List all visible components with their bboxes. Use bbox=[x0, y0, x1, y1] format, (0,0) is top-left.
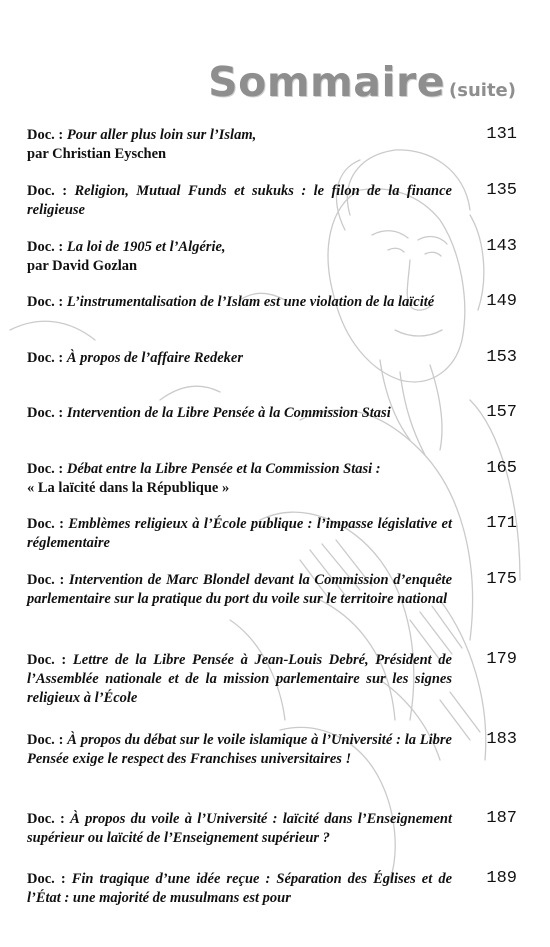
toc-entry-text bbox=[27, 571, 452, 609]
toc-entry-title: Pour aller plus loin sur l’Islam, bbox=[66, 127, 257, 143]
toc-entry-text bbox=[27, 182, 452, 220]
toc-entry bbox=[27, 870, 517, 908]
toc-entry-title: À propos du débat sur le voile islamique à l’Université : la Libre Pensée exige le respect des Franchises universitaires ! bbox=[27, 732, 452, 767]
title-main: Sommaire bbox=[208, 58, 446, 106]
toc-entry bbox=[27, 810, 517, 848]
toc-entry-title: L’instrumentalisation de l’Islam est une violation de la laïcité bbox=[66, 294, 435, 310]
toc-entry-subtitle: « La laïcité dans la République » bbox=[27, 480, 230, 496]
toc-entry-page-number: 171 bbox=[486, 514, 517, 533]
toc-entry bbox=[27, 238, 517, 276]
toc-entry-text bbox=[27, 515, 452, 553]
toc-entry-title: À propos de l’affaire Redeker bbox=[66, 350, 243, 366]
toc-entry-text bbox=[27, 349, 452, 368]
toc-entry bbox=[27, 182, 517, 220]
toc-entry-label: Doc. : bbox=[27, 350, 64, 366]
toc-entry-page-number: 157 bbox=[486, 403, 517, 422]
toc-entry-page-number: 189 bbox=[486, 869, 517, 888]
toc-entry-page-number: 135 bbox=[486, 181, 517, 200]
toc-entry-title: La loi de 1905 et l’Algérie, bbox=[66, 239, 226, 255]
toc-entry-text bbox=[27, 238, 452, 276]
toc-entry-page-number: 149 bbox=[486, 292, 517, 311]
toc-entry-title: À propos du voile à l’Université : laïcité dans l’Enseignement supérieur ou laïcité de l’Enseignement supérieur ? bbox=[27, 811, 452, 846]
toc-entry-title: Lettre de la Libre Pensée à Jean-Louis Debré, Président de l’Assemblée nationale et de la mission parlementaire sur les signes religieux à l’École bbox=[27, 652, 452, 706]
toc-entry bbox=[27, 651, 517, 708]
toc-entry-text bbox=[27, 293, 452, 312]
toc-entry bbox=[27, 404, 517, 423]
toc-entry bbox=[27, 731, 517, 769]
toc-entry-label: Doc. : bbox=[27, 652, 67, 668]
toc-entry-page-number: 187 bbox=[486, 809, 517, 828]
toc-entry bbox=[27, 571, 517, 609]
toc-entry-label: Doc. : bbox=[27, 572, 65, 588]
toc-entry-title: Débat entre la Libre Pensée et la Commission Stasi : bbox=[66, 461, 381, 477]
toc-entry-page-number: 183 bbox=[486, 730, 517, 749]
toc-entry-page-number: 179 bbox=[486, 650, 517, 669]
toc-entry-label: Doc. : bbox=[27, 516, 64, 532]
page-title bbox=[208, 58, 516, 106]
toc-entry bbox=[27, 460, 517, 498]
toc-entry-label: Doc. : bbox=[27, 239, 64, 255]
toc-entry-page-number: 175 bbox=[486, 570, 517, 589]
toc-entry-page-number: 165 bbox=[486, 459, 517, 478]
toc-entry-label: Doc. : bbox=[27, 732, 64, 748]
toc-entry bbox=[27, 126, 517, 164]
toc-entry-text bbox=[27, 460, 452, 498]
toc-entry bbox=[27, 293, 517, 312]
toc-entry-page-number: 153 bbox=[486, 348, 517, 367]
toc-entry-title: Intervention de la Libre Pensée à la Commission Stasi bbox=[66, 405, 391, 421]
toc-entry-label: Doc. : bbox=[27, 461, 64, 477]
toc-entry bbox=[27, 515, 517, 553]
toc-entry-text bbox=[27, 126, 452, 164]
toc-entry-label: Doc. : bbox=[27, 127, 64, 143]
title-suffix: (suite) bbox=[449, 80, 516, 101]
toc-entry-title: Religion, Mutual Funds et sukuks : le filon de la finance religieuse bbox=[27, 183, 452, 218]
toc-entry-text bbox=[27, 731, 452, 769]
toc-entry-label: Doc. : bbox=[27, 183, 68, 199]
toc-entry-title: Intervention de Marc Blondel devant la Commission d’enquête parlementaire sur la pratique du port du voile sur le territoire national bbox=[27, 572, 452, 607]
toc-entry-author: par David Gozlan bbox=[27, 258, 138, 274]
toc-entry-author: par Christian Eyschen bbox=[27, 146, 167, 162]
toc-entry-label: Doc. : bbox=[27, 405, 64, 421]
toc-entry-text bbox=[27, 404, 452, 423]
toc-entry-label: Doc. : bbox=[27, 871, 66, 887]
toc-entry-label: Doc. : bbox=[27, 294, 64, 310]
toc-entry-text bbox=[27, 870, 452, 908]
toc-entry-title: Fin tragique d’une idée reçue : Séparation des Églises et de l’État : une majorité de musulmans est pour bbox=[27, 871, 453, 906]
toc-entry-text bbox=[27, 651, 452, 708]
toc-entry-page-number: 143 bbox=[486, 237, 517, 256]
toc-entry-page-number: 131 bbox=[486, 125, 517, 144]
toc-entry-label: Doc. : bbox=[27, 811, 65, 827]
toc-entry-title: Emblèmes religieux à l’École publique : l’impasse législative et réglementaire bbox=[27, 516, 453, 551]
toc-entry-text bbox=[27, 810, 452, 848]
toc-entry bbox=[27, 349, 517, 368]
